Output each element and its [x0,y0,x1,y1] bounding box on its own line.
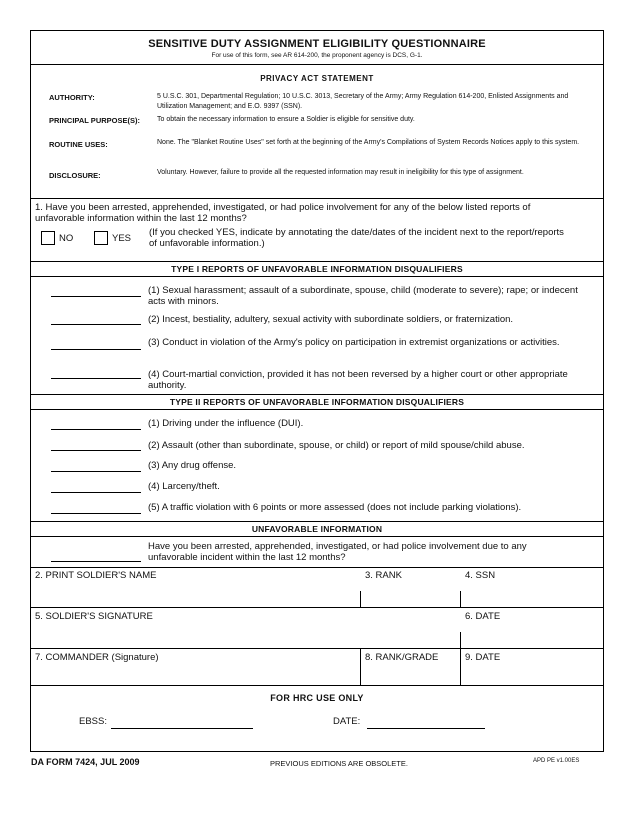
unfavorable-answer-blank[interactable] [51,561,141,562]
divider [360,649,361,685]
type-1-heading: TYPE I REPORTS OF UNFAVORABLE INFORMATION DISQUALIFIERS [171,264,463,274]
commander-label: 7. COMMANDER (Signature) [35,652,159,663]
form-title: SENSITIVE DUTY ASSIGNMENT ELIGIBILITY QUESTIONNAIRE [148,38,486,50]
divider [31,198,603,199]
divider [31,521,603,522]
divider [31,394,603,395]
authority-label: AUTHORITY: [49,93,95,102]
type-1-item-3: (3) Conduct in violation of the Army's policy on participation in extremist organizations or activities. [148,337,560,348]
ssn-label: 4. SSN [465,570,496,581]
divider [31,536,603,537]
editions-note: PREVIOUS EDITIONS ARE OBSOLETE. [270,759,408,768]
disclosure-text: Voluntary. However, failure to provide all the requested information may result in ineligibility for this type of assignment. [157,169,524,176]
hrc-date-label: DATE: [333,716,361,727]
divider [31,685,603,686]
type-2-date-blank-5[interactable] [51,513,141,514]
divider [31,607,603,608]
type-1-date-blank-3[interactable] [51,349,141,350]
routine-uses-label: ROUTINE USES: [49,140,108,149]
type-2-item-2: (2) Assault (other than subordinate, spouse, or child) or report of mild spouse/child abuse. [148,440,525,451]
no-checkbox[interactable] [41,231,55,245]
form-subtitle: For use of this form, see AR 614-200, the proponent agency is DCS, G-1. [211,52,423,59]
disclosure-label: DISCLOSURE: [49,171,101,180]
divider [460,649,461,685]
type-2-item-1: (1) Driving under the influence (DUI). [148,418,304,429]
authority-text: 5 U.S.C. 301, Departmental Regulation; 10 U.S.C. 3013, Secretary of the Army; Army Regulation 614-200, Enlisted Assignments and Utilization Management; and E.O. 9397 (SSN). [157,93,569,110]
unfavorable-heading: UNFAVORABLE INFORMATION [251,524,383,534]
divider [31,409,603,410]
routine-uses-text: None. The "Blanket Routine Uses" set forth at the beginning of the Army's Compilations of System Records Notices apply to this system. [157,139,580,146]
divider [31,567,603,568]
form-id: DA FORM 7424, JUL 2009 [31,757,140,767]
question-1-note: (If you checked YES, indicate by annotating the date/dates of the incident next to the report/reports of unfavorable information.) [149,227,564,249]
version-note: APD PE v1.00ES [533,758,580,764]
type-1-item-2: (2) Incest, bestiality, adultery, sexual activity with subordinate soldiers, or fraternization. [148,314,514,325]
ebss-label: EBSS: [79,716,107,727]
type-2-item-4: (4) Larceny/theft. [148,481,220,492]
type-1-date-blank-2[interactable] [51,324,141,325]
ebss-blank[interactable] [111,728,253,729]
privacy-act-heading: PRIVACY ACT STATEMENT [260,74,374,83]
yes-label: YES [112,233,132,244]
divider [31,261,603,262]
hrc-heading: FOR HRC USE ONLY [270,693,364,703]
rank-grade-label: 8. RANK/GRADE [365,652,439,663]
type-1-date-blank-1[interactable] [51,296,141,297]
form-frame [30,30,604,752]
type-1-item-4: (4) Court-martial conviction, provided it has not been reversed by a higher court or other appropriate authority. [148,369,568,391]
rank-label: 3. RANK [365,570,402,581]
type-1-date-blank-4[interactable] [51,378,141,379]
hrc-date-blank[interactable] [367,728,485,729]
divider [360,591,361,607]
type-2-date-blank-3[interactable] [51,471,141,472]
type-2-date-blank-1[interactable] [51,429,141,430]
signature-label: 5. SOLDIER'S SIGNATURE [35,611,153,622]
date-9-label: 9. DATE [465,652,501,663]
type-2-item-3: (3) Any drug offense. [148,460,237,471]
type-2-heading: TYPE II REPORTS OF UNFAVORABLE INFORMATION DISQUALIFIERS [169,397,465,407]
type-1-item-1: (1) Sexual harassment; assault of a subordinate, spouse, child (moderate to severe); rape; or indecent acts with minors. [148,285,578,307]
type-2-item-5: (5) A traffic violation with 6 points or more assessed (does not include parking violations). [148,502,522,513]
type-2-date-blank-2[interactable] [51,450,141,451]
divider [460,591,461,607]
divider [460,632,461,648]
divider [31,64,603,65]
type-2-date-blank-4[interactable] [51,492,141,493]
purpose-text: To obtain the necessary information to ensure a Soldier is eligible for sensitive duty. [157,116,415,123]
unfavorable-text: Have you been arrested, apprehended, investigated, or had police involvement due to any unfavorable incident within the last 12 months? [148,541,527,563]
no-label: NO [59,233,74,244]
purpose-label: PRINCIPAL PURPOSE(S): [49,116,140,125]
divider [31,276,603,277]
soldier-name-label: 2. PRINT SOLDIER'S NAME [35,570,157,581]
date-6-label: 6. DATE [465,611,501,622]
divider [31,648,603,649]
yes-checkbox[interactable] [94,231,108,245]
question-1-text: 1. Have you been arrested, apprehended, investigated, or had police involvement for any of the below listed reports of unfavorable information within the last 12 months? [35,202,531,224]
